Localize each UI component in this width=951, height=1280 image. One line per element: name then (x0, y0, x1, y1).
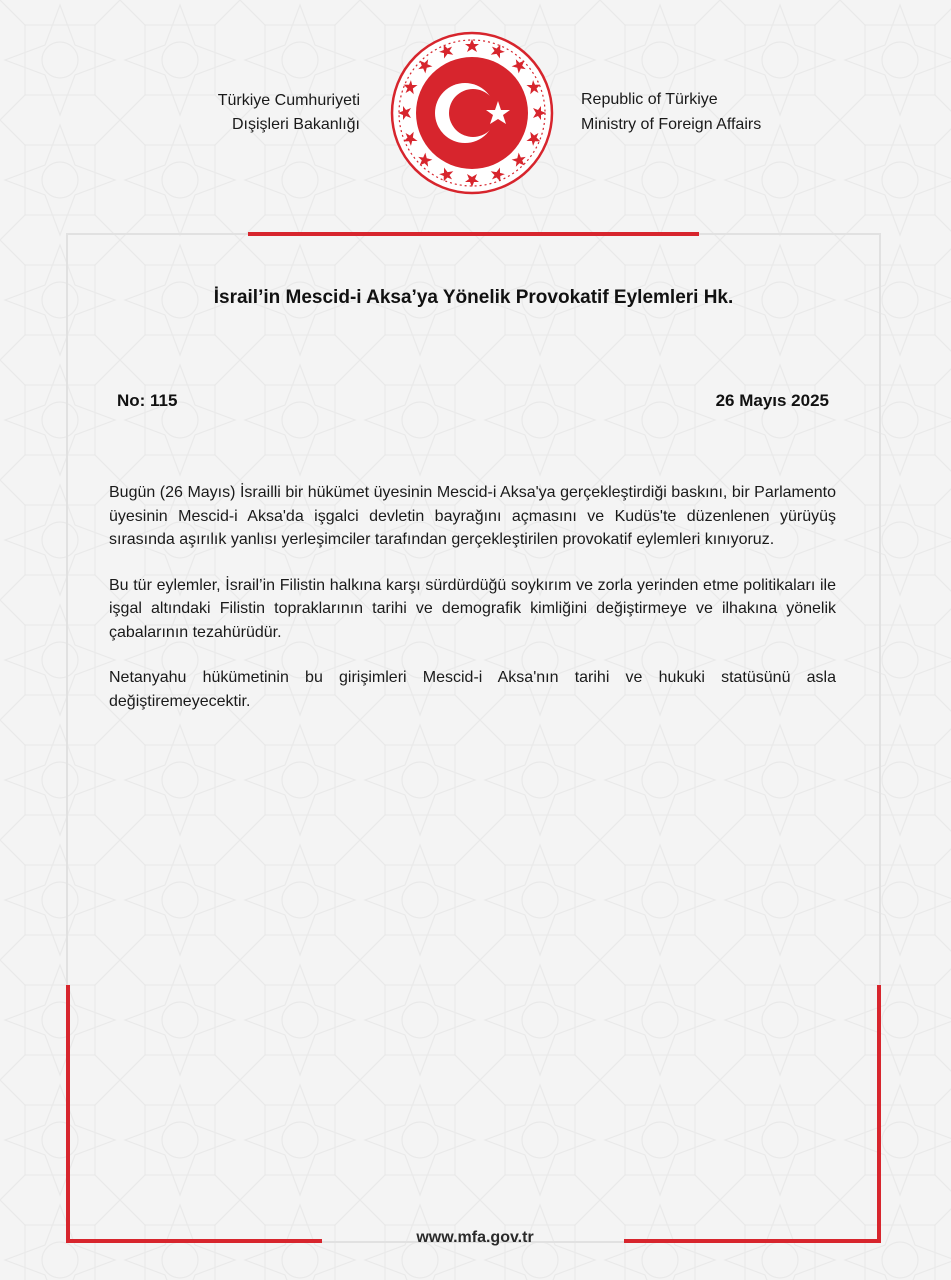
top-red-rule (248, 232, 699, 236)
document-number: No: 115 (117, 391, 178, 410)
paragraph: Bugün (26 Mayıs) İsrailli bir hükümet üyesinin Mescid-i Aksa'ya gerçekleştirdiği baskını, bir Parlamento üyesinin Mescid-i Aksa'da işgalci devletin bayrağını açmasını ve Kudüs'te düzenlenen yürüyüş sırasında aşırılık yanlısı yerleşimciler tarafından gerçekleştirilen provokatif eylemleri kınıyoruz. (109, 484, 836, 548)
turkish-state-emblem-icon (390, 31, 554, 195)
left-red-corner-vertical (66, 985, 70, 1243)
header-tr-line2: Dışişleri Bakanlığı (231, 116, 360, 133)
ministry-name-english (581, 87, 821, 137)
footer-website-link[interactable]: www.mfa.gov.tr (416, 1229, 534, 1246)
document-body (109, 481, 836, 735)
header-tr-line1: Türkiye Cumhuriyeti (217, 92, 360, 109)
document-date: 26 Mayıs 2025 (715, 391, 829, 410)
header-en-line1: Republic of Türkiye (581, 91, 718, 108)
ministry-name-turkish (180, 89, 360, 137)
document-title: İsrail’in Mescid-i Aksa’ya Yönelik Provokatif Eylemleri Hk. (213, 287, 734, 308)
document-frame (66, 233, 881, 1243)
paragraph: Bu tür eylemler, İsrail’in Filistin halkına karşı sürdürdüğü soykırım ve zorla yerinden etme politikaları ile işgal altındaki Filistin topraklarının tarihi ve demografik kimliğini değiştirmeye ve ilhakına yönelik çabalarının tezahürüdür. (109, 576, 836, 641)
paragraph: Netanyahu hükümetinin bu girişimleri Mescid-i Aksa'nın tarihi ve hukuki statüsünü asla değiştiremeyecektir. (109, 669, 836, 710)
left-red-corner-horizontal (66, 1239, 322, 1243)
right-red-corner-horizontal (624, 1239, 881, 1243)
right-red-corner-vertical (877, 985, 881, 1243)
header-en-line2: Ministry of Foreign Affairs (581, 116, 762, 133)
